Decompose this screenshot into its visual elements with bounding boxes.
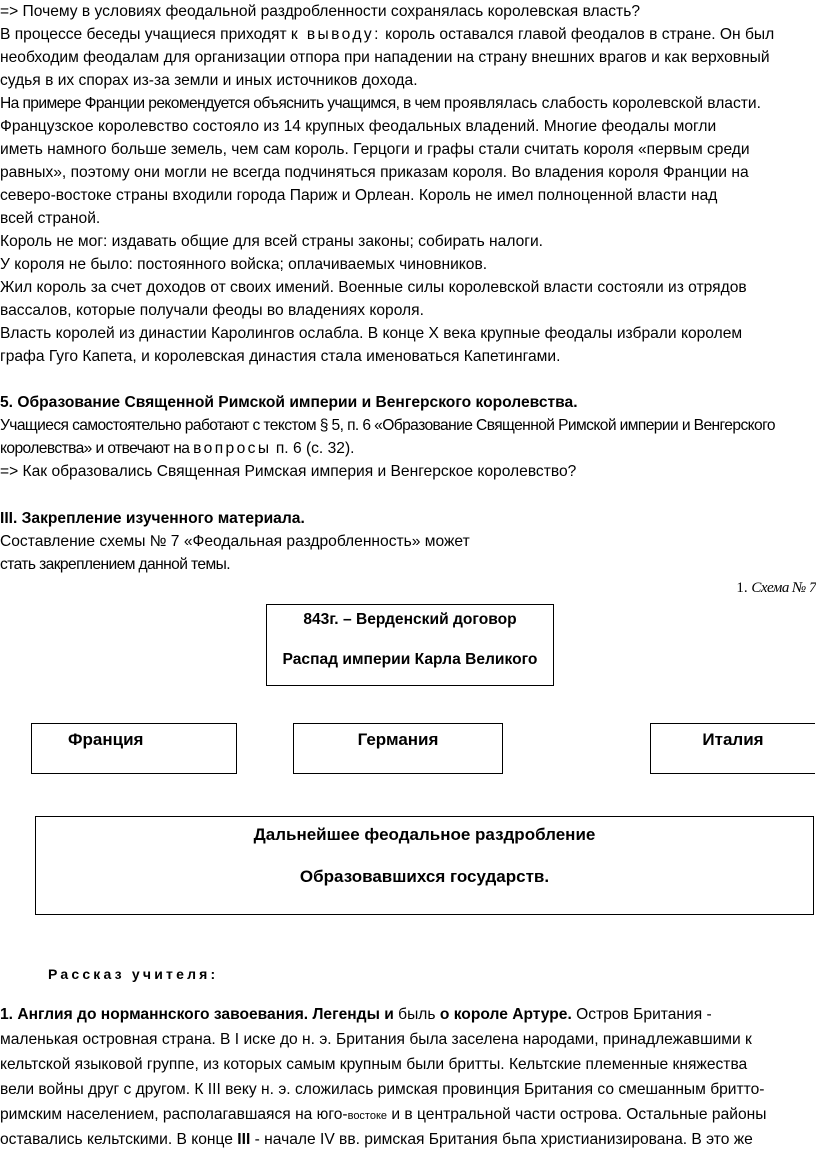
question-2: => Как образовались Священная Римская империя и Венгерское королевство? (0, 463, 577, 480)
paragraph-line: равных», поэтому они могли не всегда подчиняться приказам короля. Во владения короля Франции на (0, 164, 749, 181)
schema-top-line-1: 843г. – Верденский договор (303, 611, 517, 628)
paragraph-line: иметь намного больше земель, чем сам король. Герцоги и графы стали считать короля «первым среди (0, 141, 750, 158)
text-span: проявлялась слабость королевской власти. (443, 95, 761, 112)
paragraph-line: Учащиеся самостоятельно работают с текстом § 5, п. 6 «Образование Священной Римской империи и Венгерского (0, 417, 775, 434)
schema-bottom-box (35, 816, 814, 915)
condensed-text: На примере Франции рекомендуется объяснить учащимся, в чем (0, 95, 444, 112)
text-span: римским населением, располагавшаяся на юго- (0, 1106, 348, 1123)
story-line (0, 1103, 766, 1128)
text-span: и в центральной части острова. Остальные районы (387, 1106, 767, 1123)
story-line: маленькая островная страна. В I иске до н. э. Британия была заселена народами, принадлежавшими к (0, 1031, 752, 1048)
schema-box-france (31, 723, 237, 774)
schema-caption (736, 577, 816, 599)
text-span: п. 6 (с. 32). (271, 440, 355, 457)
schema-number: 1. (736, 580, 752, 596)
story-line (0, 1128, 753, 1152)
paragraph-line: необходим феодалам для организации отпора при нападении на страну внешних врагов и как верховный (0, 49, 770, 66)
text-span: быль (398, 1006, 436, 1023)
question-1: => Почему в условиях феодальной раздробленности сохранялась королевская власть? (0, 3, 640, 20)
text-span: оставались кельтскими. В конце (0, 1131, 238, 1148)
story-line: кельтской языковой группе, из которых самым крупным были бритты. Кельтские племенные княжества (0, 1056, 748, 1073)
text-span: Остров Британия - (571, 1006, 712, 1023)
paragraph-line: Составление схемы № 7 «Феодальная раздробленность» может (0, 533, 470, 550)
story-line (0, 1003, 712, 1027)
paragraph-line: северо-востоке страны входили города Париж и Орлеан. Король не имел полноценной власти над (0, 187, 718, 204)
text-span: В процессе беседы учащиеся приходят (0, 26, 291, 43)
germany-label: Германия (357, 730, 439, 749)
small-text: востоке (347, 1110, 388, 1122)
schema-bottom-line-2: Образовавшихся государств. (299, 867, 550, 886)
bold-text: о короле Артуре. (435, 1006, 572, 1023)
story-heading: Рассказ учителя: (48, 966, 219, 982)
paragraph-line (0, 24, 774, 46)
text-span: - начале IV вв. римская Британия бьпа христианизирована. В это же (250, 1131, 753, 1148)
spaced-emphasis: к выводу: (290, 26, 381, 43)
paragraph-line: графа Гуго Капета, и королевская династия стала именоваться Капетингами. (0, 348, 561, 365)
paragraph-line (0, 93, 761, 115)
bold-text: 1. Англия до норманнского завоевания. Легенды и (0, 1006, 399, 1023)
italy-label: Италия (702, 730, 764, 749)
paragraph-line (0, 438, 354, 460)
story-line: вели войны друг с другом. К III веку н. э. сложилась римская провинция Британия со смешанным бритто- (0, 1081, 765, 1098)
paragraph-line: Власть королей из династии Каролингов ослабла. В конце X века крупные феодалы избрали королем (0, 325, 743, 342)
paragraph-line: стать закреплением данной темы. (0, 556, 230, 573)
schema-box-italy (650, 723, 815, 774)
paragraph-line: вассалов, которые получали феоды во владениях короля. (0, 302, 424, 319)
paragraph-line: Король не мог: издавать общие для всей страны законы; собирать налоги. (0, 233, 544, 250)
paragraph-line: У короля не было: постоянного войска; оплачиваемых чиновников. (0, 256, 488, 273)
schema-bottom-line-1: Дальнейшее феодальное раздробление (253, 825, 596, 844)
bold-text: III (237, 1131, 251, 1148)
schema-top-box (266, 604, 554, 686)
section-heading-5: 5. Образование Священной Римской империи и Венгерского королевства. (0, 394, 578, 411)
france-label: Франция (68, 730, 144, 749)
condensed-text: королевства» и отвечают на (0, 440, 194, 457)
schema-label: Схема № 7 (751, 580, 816, 596)
paragraph-line: судья в их спорах из-за земли и иных источников дохода. (0, 72, 418, 89)
paragraph-line: Французское королевство состояло из 14 крупных феодальных владений. Многие феодалы могли (0, 118, 717, 135)
schema-box-germany (293, 723, 503, 774)
schema-top-line-2: Распад империи Карла Великого (282, 651, 538, 668)
text-span: король оставался главой феодалов в стране. Он был (380, 26, 775, 43)
spaced-emphasis: вопросы (193, 440, 272, 457)
paragraph-line: Жил король за счет доходов от своих имений. Военные силы королевской власти состояли из отрядов (0, 279, 747, 296)
section-heading-3: III. Закрепление изученного материала. (0, 510, 305, 527)
paragraph-line: всей страной. (0, 210, 101, 227)
